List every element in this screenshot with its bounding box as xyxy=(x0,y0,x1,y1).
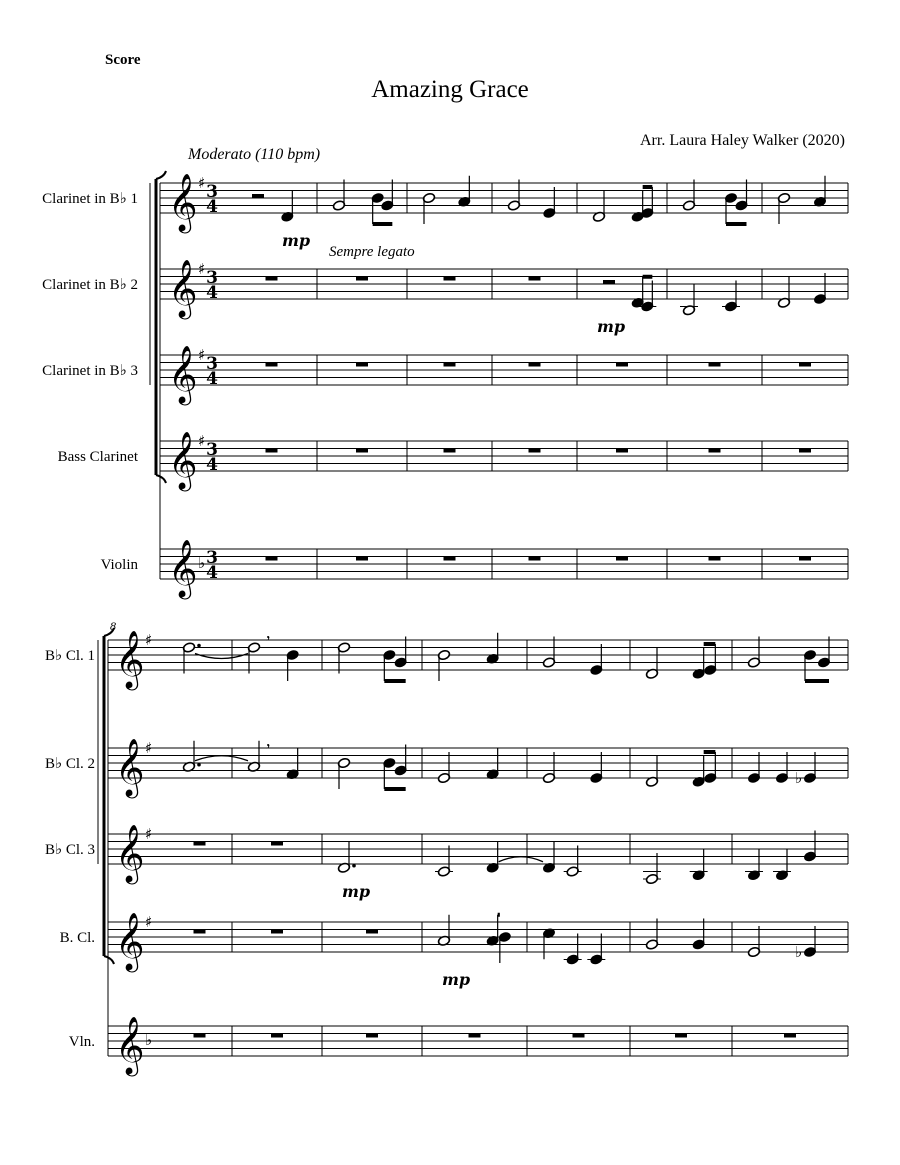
treble-clef: 𝄞 xyxy=(168,345,198,403)
time-signature-denominator: 4 xyxy=(206,455,218,475)
instrument-label-bcl: B. Cl. xyxy=(59,930,95,946)
staff-vln xyxy=(108,1026,848,1056)
instrument-label-vln: Vln. xyxy=(68,1034,95,1050)
treble-clef: 𝄞 xyxy=(115,630,145,688)
treble-clef: 𝄞 xyxy=(168,431,198,489)
whole-rest xyxy=(266,363,278,367)
whole-rest xyxy=(709,449,721,453)
instrument-label-cl2: B♭ Cl. 2 xyxy=(44,756,95,772)
whole-rest xyxy=(469,1034,481,1038)
whole-rest xyxy=(194,1034,206,1038)
time-signature-denominator: 4 xyxy=(206,563,218,583)
whole-rest xyxy=(444,557,456,561)
whole-rest xyxy=(444,277,456,281)
whole-rest xyxy=(356,449,368,453)
breath-mark: , xyxy=(266,622,271,642)
time-signature-denominator: 4 xyxy=(206,197,218,217)
whole-rest xyxy=(271,842,283,846)
tie xyxy=(195,654,248,659)
dynamic-marking: mp xyxy=(282,231,311,250)
whole-rest xyxy=(529,277,541,281)
treble-clef: 𝄞 xyxy=(168,173,198,231)
key-signature-sharp: ♯ xyxy=(145,913,153,931)
page-title: Amazing Grace xyxy=(371,76,529,103)
whole-rest xyxy=(444,449,456,453)
instrument-label-cl2: Clarinet in B♭ 2 xyxy=(42,277,138,293)
time-signature-numerator: 3 xyxy=(206,182,218,202)
whole-rest xyxy=(266,277,278,281)
staff-cl1 xyxy=(108,640,848,670)
whole-rest xyxy=(366,1034,378,1038)
staff-cl3 xyxy=(108,834,848,864)
augmentation-dot xyxy=(197,644,201,648)
augmentation-dot xyxy=(352,864,356,868)
whole-rest xyxy=(709,557,721,561)
staff-bcl xyxy=(108,922,848,952)
time-signature-numerator: 3 xyxy=(206,440,218,460)
whole-rest xyxy=(271,930,283,934)
key-signature-sharp: ♯ xyxy=(145,631,153,649)
key-signature-flat: ♭ xyxy=(198,554,206,572)
whole-rest xyxy=(356,363,368,367)
time-signature-numerator: 3 xyxy=(206,268,218,288)
arranger-credit: Arr. Laura Haley Walker (2020) xyxy=(640,132,845,149)
whole-rest xyxy=(784,1034,796,1038)
staff-cl3 xyxy=(160,355,848,385)
half-rest xyxy=(252,194,264,198)
treble-clef: 𝄞 xyxy=(115,738,145,796)
treble-clef: 𝄞 xyxy=(168,259,198,317)
whole-rest xyxy=(356,557,368,561)
tie xyxy=(195,756,248,761)
staff-bcl xyxy=(160,441,848,471)
whole-rest xyxy=(616,557,628,561)
bracket-hook-bottom xyxy=(156,475,166,483)
staff-cl2 xyxy=(160,269,848,299)
staff-cl2 xyxy=(108,748,848,778)
whole-rest xyxy=(194,930,206,934)
key-signature-sharp: ♯ xyxy=(145,825,153,843)
whole-rest xyxy=(356,277,368,281)
treble-clef: 𝄞 xyxy=(115,824,145,882)
key-signature-sharp: ♯ xyxy=(198,260,206,278)
augmentation-dot xyxy=(197,763,201,767)
time-signature-numerator: 3 xyxy=(206,354,218,374)
dynamic-marking: mp xyxy=(597,317,626,336)
time-signature-denominator: 4 xyxy=(206,283,218,303)
whole-rest xyxy=(444,363,456,367)
instrument-label-cl3: B♭ Cl. 3 xyxy=(44,842,95,858)
treble-clef: 𝄞 xyxy=(115,1016,145,1074)
whole-rest xyxy=(266,557,278,561)
instrument-label-cl3: Clarinet in B♭ 3 xyxy=(42,363,138,379)
key-signature-sharp: ♯ xyxy=(145,739,153,757)
tie xyxy=(499,857,543,862)
measure-number: 8 xyxy=(110,619,116,633)
whole-rest xyxy=(266,449,278,453)
key-signature-sharp: ♯ xyxy=(198,174,206,192)
instrument-label-cl1: B♭ Cl. 1 xyxy=(44,648,95,664)
instrument-label-cl1: Clarinet in B♭ 1 xyxy=(42,191,138,207)
half-rest xyxy=(603,280,615,284)
staff-vln xyxy=(160,549,848,579)
whole-rest xyxy=(194,842,206,846)
dynamic-marking: mp xyxy=(442,970,471,989)
treble-clef: 𝄞 xyxy=(115,912,145,970)
instrument-label-bcl: Bass Clarinet xyxy=(57,449,138,465)
key-signature-sharp: ♯ xyxy=(198,346,206,364)
instrument-label-vln: Violin xyxy=(100,557,138,573)
treble-clef: 𝄞 xyxy=(168,539,198,597)
whole-rest xyxy=(529,557,541,561)
whole-rest xyxy=(616,449,628,453)
whole-rest xyxy=(366,930,378,934)
whole-rest xyxy=(799,557,811,561)
score-label: Score xyxy=(105,52,141,68)
bracket-hook-top xyxy=(156,171,166,179)
whole-rest xyxy=(709,363,721,367)
expression-text: Sempre legato xyxy=(329,244,415,260)
whole-rest xyxy=(529,449,541,453)
breath-mark: , xyxy=(266,730,271,750)
key-signature-flat: ♭ xyxy=(145,1031,153,1049)
whole-rest xyxy=(675,1034,687,1038)
flat-accidental: ♭ xyxy=(795,943,803,961)
tempo-marking: Moderato (110 bpm) xyxy=(188,146,321,163)
whole-rest xyxy=(573,1034,585,1038)
whole-rest xyxy=(616,363,628,367)
whole-rest xyxy=(799,449,811,453)
whole-rest xyxy=(529,363,541,367)
whole-rest xyxy=(799,363,811,367)
whole-rest xyxy=(271,1034,283,1038)
flat-accidental: ♭ xyxy=(795,769,803,787)
key-signature-sharp: ♯ xyxy=(198,432,206,450)
time-signature-numerator: 3 xyxy=(206,548,218,568)
dynamic-marking: mp xyxy=(342,882,371,901)
time-signature-denominator: 4 xyxy=(206,369,218,389)
bracket-hook-bottom xyxy=(104,956,114,964)
